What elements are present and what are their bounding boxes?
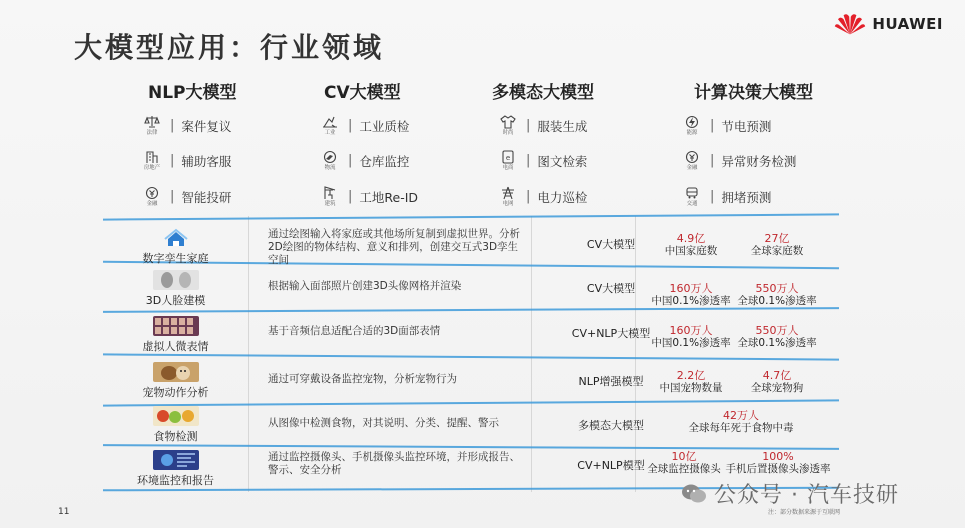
page-title: 大模型应用：行业领域: [74, 31, 385, 64]
brand-name: HUAWEI: [872, 15, 943, 33]
category-title: NLP大模型: [148, 83, 237, 103]
watermark-text: 公众号 · 汽车技研: [714, 483, 899, 508]
category-item: 金融 | 智能投研: [140, 186, 231, 207]
table-row: [103, 358, 839, 402]
stat: 4.9亿 中国家庭数: [664, 232, 718, 257]
category-item: 时尚 | 服装生成: [496, 115, 587, 136]
law-icon: [144, 115, 160, 129]
virtual-face-grid-image: [153, 316, 199, 336]
energy-icon: [684, 115, 700, 129]
category-item: 电网 | 电力巡检: [496, 186, 587, 207]
model-type: 多模态大模型: [578, 419, 644, 432]
table-row: [103, 404, 839, 446]
traffic-icon: [684, 186, 700, 200]
fashion-icon: [500, 115, 516, 129]
huawei-logo: [834, 12, 943, 36]
app-name: 数字孪生家庭: [142, 252, 209, 265]
stat: 4.7亿 全球宠物狗: [750, 369, 804, 394]
app-name: 3D人脸建模: [145, 294, 206, 307]
category-item: 工业 | 工业质检: [318, 115, 409, 136]
svg-text:e: e: [505, 154, 511, 162]
model-type: CV+NLP大模型: [571, 327, 651, 340]
stat: 42万人 全球每年死于食物中毒: [688, 409, 794, 434]
category-item: 建筑 | 工地Re-ID: [318, 186, 418, 207]
stat: 2.2亿 中国宠物数量: [659, 369, 723, 394]
stat: 160万人 中国0.1%渗透率: [651, 282, 731, 307]
category-item: 金融 | 异常财务检测: [680, 150, 796, 171]
app-description: 通过绘图输入将家庭或其他场所复制到虚拟世界。分析2D绘图的物体结构、意义和排列，创建交互式3D孪生空间: [268, 228, 520, 266]
model-type: NLP增强模型: [578, 375, 644, 388]
power-tower-icon: [500, 186, 516, 200]
category-item: 能源 | 节电预测: [680, 115, 771, 136]
face-model-image: [153, 270, 199, 290]
stat: 27亿 全球家庭数: [750, 232, 804, 257]
digital-twin-home-icon: [153, 228, 199, 248]
category-item: 交通 | 拥堵预测: [680, 186, 771, 207]
stat: 160万人 中国0.1%渗透率: [651, 324, 731, 349]
wechat-icon: [680, 480, 708, 508]
huawei-flower-icon: [834, 12, 866, 36]
stat: 550万人 全球0.1%渗透率: [737, 324, 817, 349]
app-description: 基于音频信息适配合适的3D面部表情: [268, 325, 441, 337]
ecommerce-icon: [500, 150, 516, 164]
app-name: 食物检测: [153, 430, 198, 443]
category-item: 房地产 | 辅助客服: [140, 150, 231, 171]
source-note: 注：部分数据来源于互联网: [768, 509, 841, 516]
table-row: [103, 218, 839, 264]
app-description: 从图像中检测食物，对其说明、分类、提醒、警示: [268, 417, 499, 429]
finance-icon: [684, 150, 700, 164]
category-cv: [324, 78, 401, 103]
category-title: 多模态大模型: [492, 83, 594, 103]
category-multimodal: [492, 78, 594, 103]
industry-icon: [322, 115, 338, 129]
model-type: CV+NLP模型: [577, 459, 645, 472]
category-item: 法律 | 案件复议: [140, 115, 231, 136]
logistics-icon: [322, 150, 338, 164]
category-title: CV大模型: [324, 83, 401, 103]
construction-icon: [322, 186, 338, 200]
environment-monitoring-image: [153, 450, 199, 470]
finance-icon: [144, 186, 160, 200]
category-item: e 电商 | 图文检索: [496, 150, 587, 171]
category-decision: [694, 78, 813, 103]
watermark: [680, 478, 899, 509]
app-name: 虚拟人微表情: [142, 340, 209, 353]
category-nlp: [148, 78, 237, 103]
table-row: [103, 266, 839, 309]
app-description: 根据输入面部照片创建3D头像网格并渲染: [268, 280, 462, 292]
stat: 100% 手机后置摄像头渗透率: [725, 450, 831, 475]
table-row: [103, 311, 839, 356]
model-type: CV大模型: [586, 282, 636, 295]
category-title: 计算决策大模型: [694, 83, 813, 103]
app-description: 通过可穿戴设备监控宠物，分析宠物行为: [268, 373, 457, 385]
model-type: CV大模型: [586, 238, 636, 251]
stat: 550万人 全球0.1%渗透率: [737, 282, 817, 307]
category-item: 物流 | 仓库监控: [318, 150, 409, 171]
building-icon: [144, 150, 160, 164]
app-name: 宠物动作分析: [142, 386, 209, 399]
app-description: 通过监控摄像头、手机摄像头监控环境，并形成报告、警示、安全分析: [268, 451, 520, 476]
page-number: 11: [58, 507, 70, 517]
application-table: [103, 216, 839, 492]
food-image: [153, 406, 199, 426]
stat: 10亿 全球监控摄像头: [647, 450, 721, 475]
pet-image: [153, 362, 199, 382]
app-name: 环境监控和报告: [137, 474, 214, 487]
